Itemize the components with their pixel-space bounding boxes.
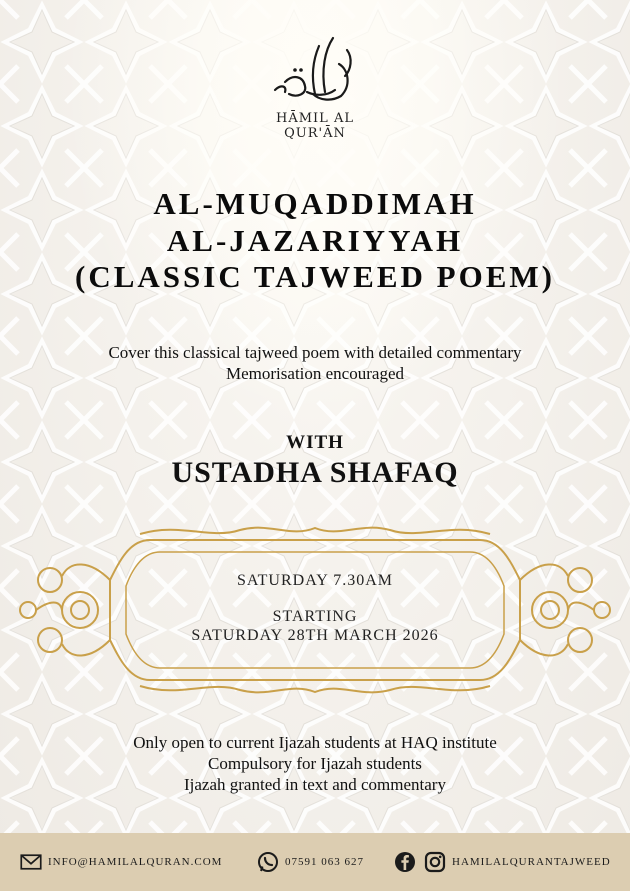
teacher-name: USTADHA SHAFAQ: [171, 456, 459, 489]
email-address: INFO@HAMILALQURAN.COM: [48, 856, 223, 868]
hamil-al-quran-logo: [255, 30, 375, 155]
title-line-3: (CLASSIC TAJWEED POEM): [75, 259, 555, 294]
note-line-3: Ijazah granted in text and commentary: [184, 775, 446, 794]
note-line-2: Compulsory for Ijazah students: [208, 754, 422, 773]
starting-label: STARTING: [272, 608, 358, 625]
title-line-2: AL-JAZARIYYAH: [166, 223, 464, 258]
description-line-2: Memorisation encouraged: [226, 364, 404, 383]
calligraphy-logo-icon: [255, 30, 375, 110]
logo-wordmark: HĀMIL AL QUR'ĀN: [276, 111, 354, 141]
whatsapp-icon: [257, 851, 279, 873]
phone-contact[interactable]: [257, 851, 364, 873]
facebook-icon[interactable]: [394, 851, 416, 873]
social-contact[interactable]: [394, 851, 611, 873]
instagram-icon[interactable]: [424, 851, 446, 873]
title-line-1: AL-MUQADDIMAH: [153, 186, 477, 221]
start-date: SATURDAY 28TH MARCH 2026: [191, 627, 439, 644]
contact-footer: [0, 833, 630, 891]
envelope-icon: [20, 851, 42, 873]
description-line-1: Cover this classical tajweed poem with detailed commentary: [108, 343, 522, 362]
email-contact[interactable]: [20, 851, 222, 873]
class-time: SATURDAY 7.30AM: [236, 572, 394, 589]
social-handle: HAMILALQURANTAJWEED: [452, 856, 611, 868]
note-line-1: Only open to current Ijazah students at HAQ institute: [133, 733, 497, 752]
with-label: WITH: [286, 432, 344, 453]
phone-number: 07591 063 627: [285, 856, 364, 868]
